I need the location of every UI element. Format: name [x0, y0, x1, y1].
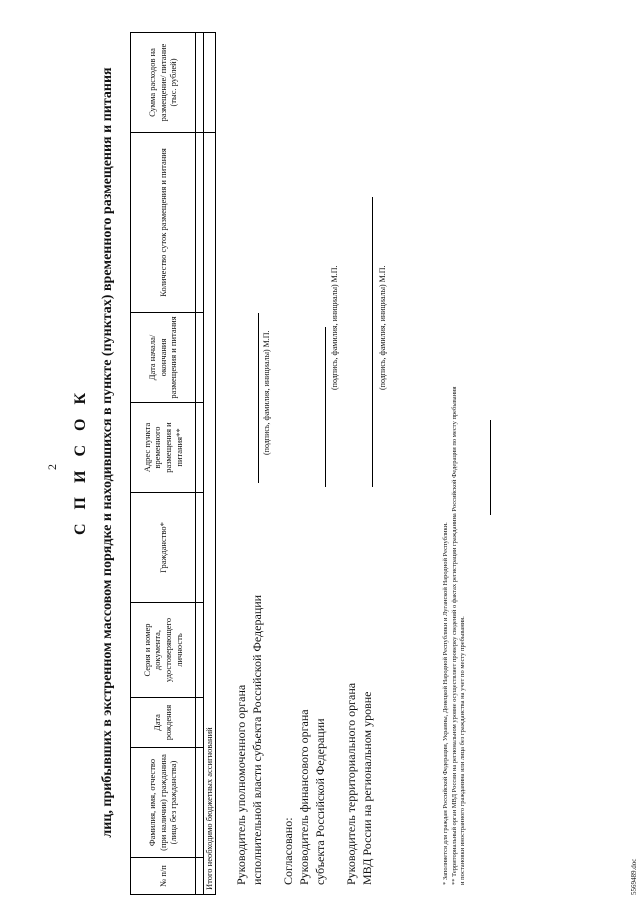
agreed-label: Согласовано: [281, 817, 295, 885]
col-header-days-count: Количество суток размещения и питания [131, 133, 196, 313]
table-cell [196, 698, 204, 748]
signature-line [372, 197, 373, 487]
signature-block-finance [280, 709, 328, 885]
footnote-1: * Заполняется для граждан Российской Федерации, Украины, Донецкой Народной Республики и Луганской Народной Республики. [442, 522, 449, 885]
footnote-2-line1: ** Территориальный орган МВД России на региональном уровне осуществляет проверку сведений о фактах регистрации гражданина Российской Федерации по месту пребывания [451, 386, 458, 885]
document-title: С П И С О К [72, 387, 89, 535]
finance-title-line1: Руководитель финансового органа [297, 709, 311, 885]
finance-title-line2: субъекта Российской Федерации [313, 718, 327, 885]
total-label: Итого необходимо бюджетных ассигнований [204, 133, 216, 895]
footnote-2-line2: и постановки иностранного гражданина или лица без гражданства на учет по месту пребывания. [459, 616, 466, 885]
table-cell [196, 748, 204, 858]
col-header-id-document: Серия и номер документа, удостоверяющего личность [131, 603, 196, 698]
signature-line [258, 313, 259, 483]
table-cell [196, 33, 204, 133]
authority-title-line1: Руководитель уполномоченного органа [234, 684, 248, 885]
signature-caption: (подпись, фамилия, инициалы) М.П. [378, 265, 387, 390]
col-header-number: № п/п [131, 858, 196, 895]
table-header-row [131, 33, 196, 895]
col-header-citizenship: Гражданство* [131, 493, 196, 603]
table-cell [196, 603, 204, 698]
authority-title-line2: исполнительной власти субъекта Российской Федерации [250, 594, 264, 885]
persons-table [130, 32, 216, 895]
total-value [204, 33, 216, 133]
table-cell [196, 403, 204, 493]
mvd-title-line2: МВД России на региональном уровне [360, 691, 374, 885]
table-row [196, 33, 204, 895]
col-header-full-name: Фамилия, имя, отчество (при наличии) гражданина (лица без гражданства) [131, 748, 196, 858]
col-header-address: Адрес пункта временного размещения и питания** [131, 403, 196, 493]
table-cell [196, 858, 204, 895]
table-cell [196, 133, 204, 313]
mvd-title-line1: Руководитель территориального органа [344, 682, 358, 885]
signature-caption: (подпись, фамилия, инициалы) М.П. [262, 330, 271, 455]
document-id: 5569489.doc [630, 858, 638, 895]
signature-block-mvd [343, 683, 375, 885]
signature-caption: (подпись, фамилия, инициалы) М.П. [330, 265, 339, 390]
col-header-dates: Дата начала/ окончания размещения и питания [131, 313, 196, 403]
separator-line [490, 420, 491, 515]
col-header-birth-date: Дата рождения [131, 698, 196, 748]
col-header-expenses: Сумма расходов на размещение/ питание (тыс. рублей) [131, 33, 196, 133]
table-cell [196, 493, 204, 603]
page-number: 2 [45, 464, 59, 470]
document-subtitle: лиц, прибывших в экстренном массовом порядке и находившихся в пункте (пунктах) временного размещения и питания [100, 67, 115, 838]
table-cell [196, 313, 204, 403]
signature-block-authority [233, 595, 265, 885]
total-row [204, 33, 216, 895]
signature-line [325, 327, 326, 487]
